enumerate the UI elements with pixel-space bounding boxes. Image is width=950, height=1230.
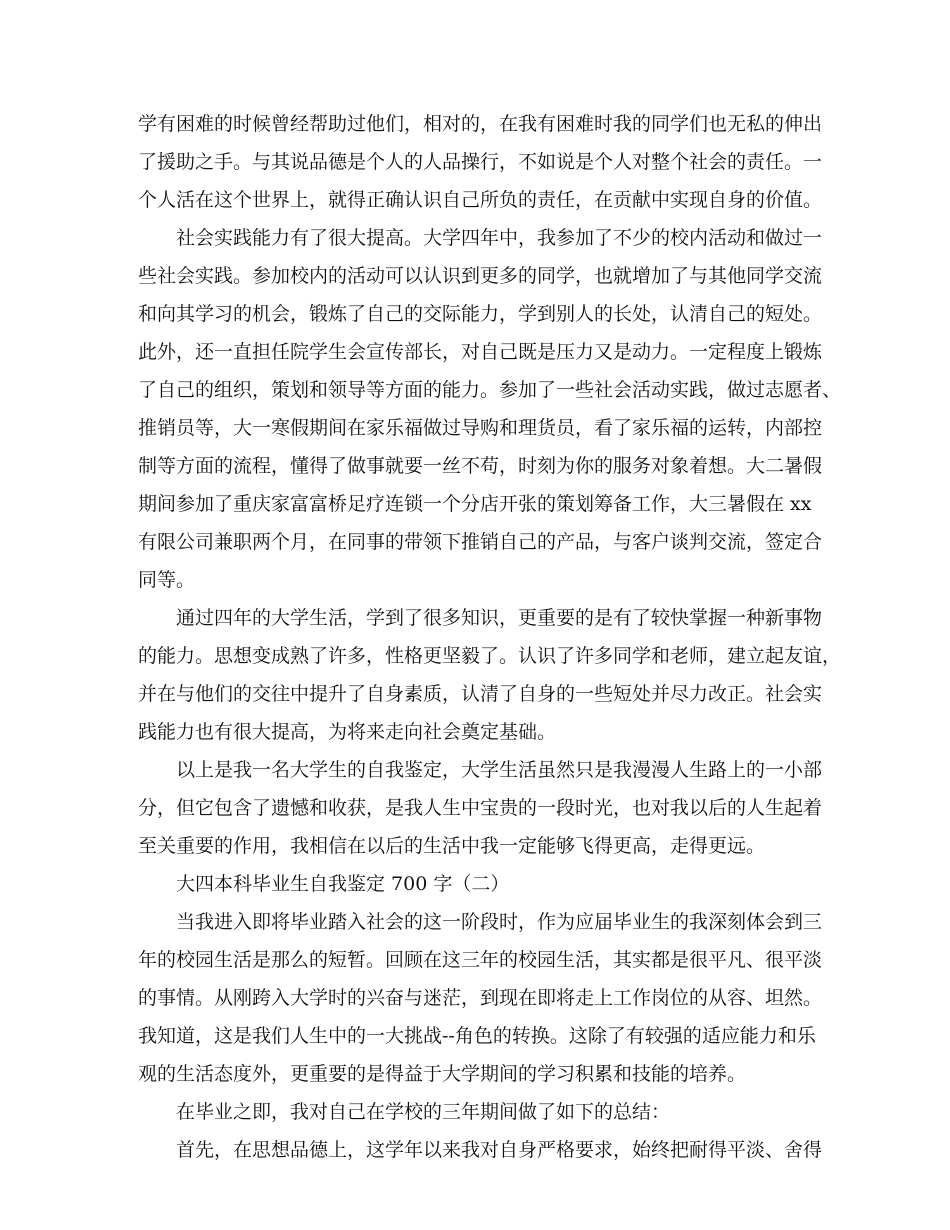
text-line: 此外，还一直担任院学生会宣传部长，对自己既是压力又是动力。一定程度上锻炼 bbox=[138, 341, 823, 363]
text-line: 了援助之手。与其说品德是个人的人品操行，不如说是个人对整个社会的责任。一 bbox=[138, 151, 823, 173]
text-line: 制等方面的流程，懂得了做事就要一丝不苟，时刻为你的服务对象着想。大二暑假 bbox=[138, 455, 823, 477]
text-line: 分，但它包含了遗憾和收获，是我人生中宝贵的一段时光，也对我以后的人生起着 bbox=[138, 797, 823, 819]
text-line: 观的生活态度外，更重要的是得益于大学期间的学习积累和技能的培养。 bbox=[138, 1063, 747, 1085]
paragraph-start-line: 通过四年的大学生活，学到了很多知识，更重要的是有了较快掌握一种新事物 bbox=[176, 607, 823, 629]
section-heading: 大四本科毕业生自我鉴定 700 字（二） bbox=[176, 873, 510, 895]
paragraph-start-line: 当我进入即将毕业踏入社会的这一阶段时，作为应届毕业生的我深刻体会到三 bbox=[176, 911, 823, 933]
text-line: 践能力也有很大提高，为将来走向社会奠定基础。 bbox=[138, 721, 557, 743]
paragraph-start-line: 以上是我一名大学生的自我鉴定，大学生活虽然只是我漫漫人生路上的一小部 bbox=[176, 759, 823, 781]
text-line: 了自己的组织，策划和领导等方面的能力。参加了一些社会活动实践，做过志愿者、 bbox=[138, 379, 842, 401]
paragraph-start-line: 社会实践能力有了很大提高。大学四年中，我参加了不少的校内活动和做过一 bbox=[176, 227, 823, 249]
paragraph-start-line: 首先，在思想品德上，这学年以来我对自身严格要求，始终把耐得平淡、舍得 bbox=[176, 1139, 823, 1161]
text-line: 同等。 bbox=[138, 569, 196, 591]
text-line: 并在与他们的交往中提升了自身素质，认清了自身的一些短处并尽力改正。社会实 bbox=[138, 683, 823, 705]
text-line: 期间参加了重庆家富富桥足疗连锁一个分店开张的策划筹备工作，大三暑假在 xx bbox=[138, 493, 812, 515]
text-line: 推销员等，大一寒假期间在家乐福做过导购和理货员，看了家乐福的运转，内部控 bbox=[138, 417, 823, 439]
text-line: 的事情。从刚跨入大学时的兴奋与迷茫，到现在即将走上工作岗位的从容、坦然。 bbox=[138, 987, 823, 1009]
text-line: 学有困难的时候曾经帮助过他们，相对的，在我有困难时我的同学们也无私的伸出 bbox=[138, 113, 823, 135]
text-line: 个人活在这个世界上，就得正确认识自己所负的责任，在贡献中实现自身的价值。 bbox=[138, 189, 823, 211]
text-line: 些社会实践。参加校内的活动可以认识到更多的同学，也就增加了与其他同学交流 bbox=[138, 265, 823, 287]
text-line: 年的校园生活是那么的短暂。回顾在这三年的校园生活，其实都是很平凡、很平淡 bbox=[138, 949, 823, 971]
text-line: 至关重要的作用，我相信在以后的生活中我一定能够飞得更高，走得更远。 bbox=[138, 835, 766, 857]
text-line: 的能力。思想变成熟了许多，性格更坚毅了。认识了许多同学和老师，建立起友谊， bbox=[138, 645, 842, 667]
text-line: 和向其学习的机会，锻炼了自己的交际能力，学到别人的长处，认清自己的短处。 bbox=[138, 303, 823, 325]
text-line: 有限公司兼职两个月，在同事的带领下推销自己的产品，与客户谈判交流，签定合 bbox=[138, 531, 823, 553]
text-line: 我知道，这是我们人生中的一大挑战--角色的转换。这除了有较强的适应能力和乐 bbox=[138, 1025, 816, 1047]
paragraph-start-line: 在毕业之即，我对自己在学校的三年期间做了如下的总结： bbox=[176, 1101, 671, 1123]
